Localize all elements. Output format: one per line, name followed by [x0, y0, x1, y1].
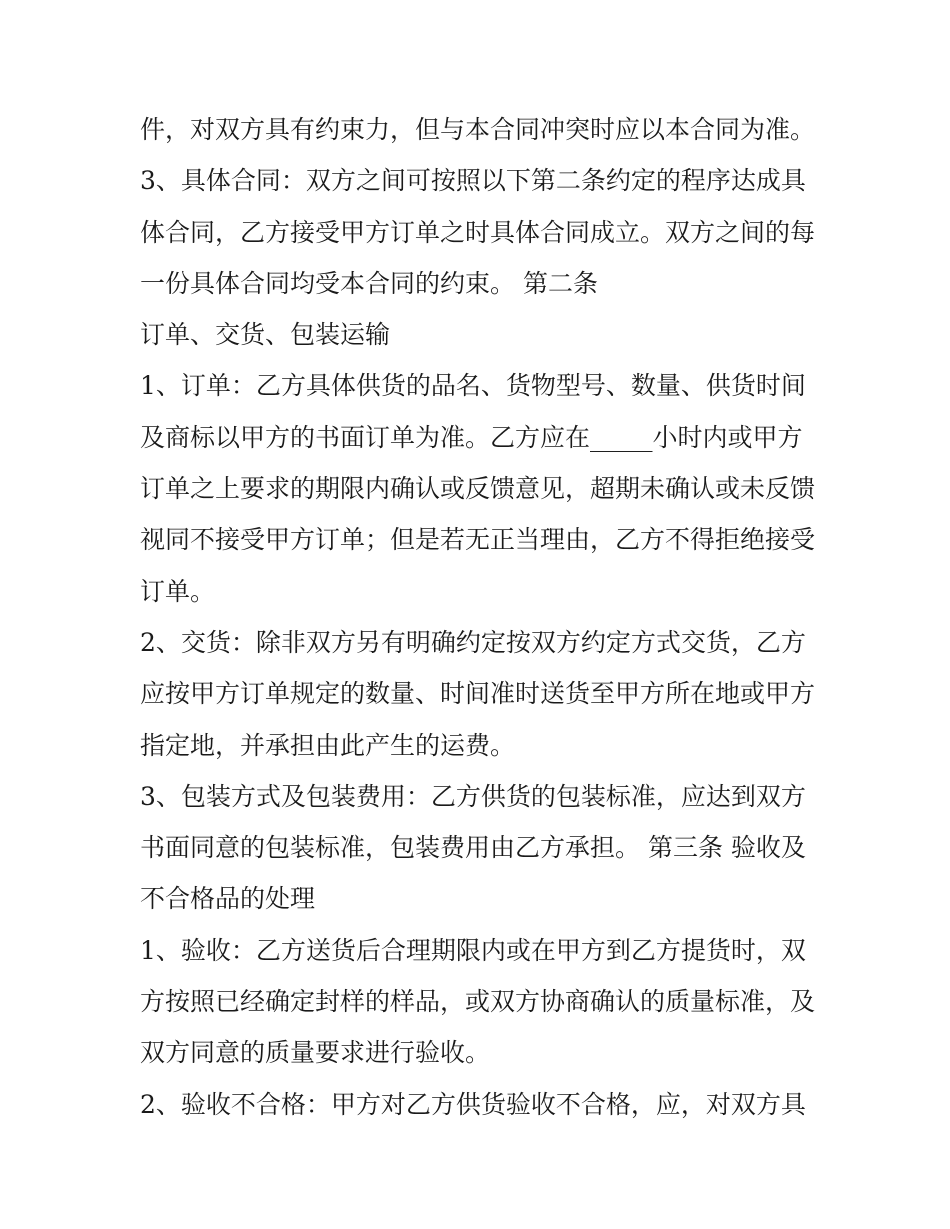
text-line: 视同不接受甲方订单；但是若无正当理由，乙方不得拒绝接受	[140, 525, 816, 555]
text-line: 1、验收：乙方送货后合理期限内或在甲方到乙方提货时，双	[140, 935, 806, 965]
text-line: 1、订单：乙方具体供货的品名、货物型号、数量、供货时间	[140, 371, 806, 401]
text-line: 3、具体合同：双方之间可按照以下第二条约定的程序达成具	[140, 166, 806, 196]
text-line: 2、验收不合格：甲方对乙方供货验收不合格，应，对双方具	[140, 1089, 806, 1119]
text-line: 双方同意的质量要求进行验收。	[140, 1038, 491, 1068]
text-line: 2、交货：除非双方另有明确约定按双方约定方式交货，乙方	[140, 627, 806, 657]
text-line: 书面同意的包装标准，包装费用由乙方承担。 第三条 验收及	[140, 833, 806, 863]
text-line: 订单之上要求的期限内确认或反馈意见，超期未确认或未反馈	[140, 474, 816, 504]
text-line: 方按照已经确定封样的样品，或双方协商确认的质量标准，及	[140, 987, 816, 1017]
text-line: 一份具体合同均受本合同的约束。 第二条	[140, 268, 598, 298]
text-line: 3、包装方式及包装费用：乙方供货的包装标准，应达到双方	[140, 781, 806, 811]
section-heading: 不合格品的处理	[140, 884, 316, 914]
contract-text	[140, 104, 820, 1130]
text-line: 件，对双方具有约束力，但与本合同冲突时应以本合同为准。	[140, 115, 816, 144]
text-line: 指定地，并承担由此产生的运费。	[140, 730, 516, 760]
text-line: 应按甲方订单规定的数量、时间准时送货至甲方所在地或甲方	[140, 679, 816, 709]
text-line: 体合同，乙方接受甲方订单之时具体合同成立。双方之间的每	[140, 217, 816, 247]
text-line: 及商标以甲方的书面订单为准。乙方应在_____小时内或甲方	[140, 422, 803, 452]
section-heading: 订单、交货、包装运输	[140, 320, 391, 350]
text-line: 订单。	[140, 576, 216, 606]
